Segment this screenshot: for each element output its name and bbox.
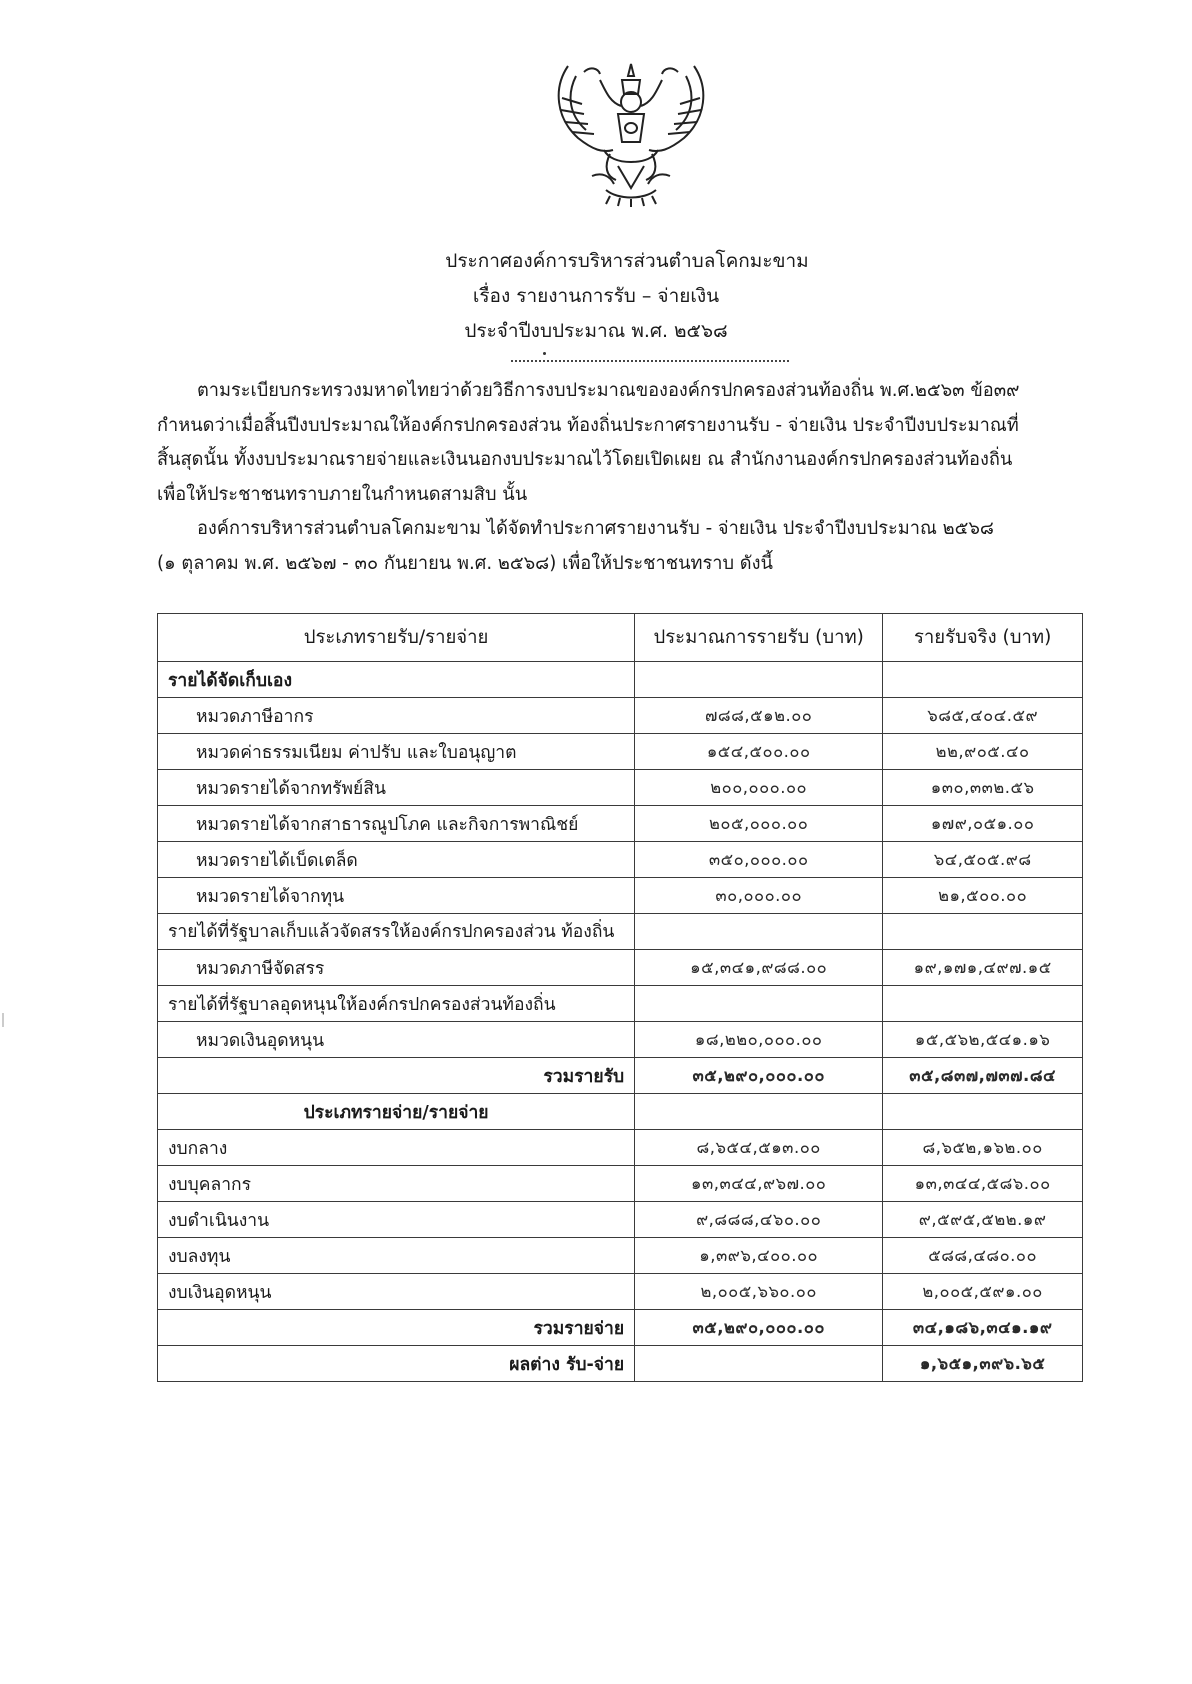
row-estimate: ๙,๘๘๘,๔๖๐.๐๐ bbox=[635, 1202, 883, 1238]
total-label: รวมรายรับ bbox=[158, 1058, 635, 1094]
garuda-emblem bbox=[548, 58, 714, 208]
total-estimate: ๓๕,๒๙๐,๐๐๐.๐๐ bbox=[635, 1310, 883, 1346]
row-actual: ๑๓,๓๔๔,๕๘๖.๐๐ bbox=[883, 1166, 1083, 1202]
row-actual: ๑๙,๑๗๑,๔๙๗.๑๕ bbox=[883, 950, 1083, 986]
row-label: งบดำเนินงาน bbox=[158, 1202, 635, 1238]
table-row bbox=[158, 1022, 1083, 1058]
total-estimate: ๓๕,๒๙๐,๐๐๐.๐๐ bbox=[635, 1058, 883, 1094]
table-header-row bbox=[158, 614, 1083, 662]
income-total-row bbox=[158, 1058, 1083, 1094]
title-subject: เรื่อง รายงานการรับ – จ่ายเงิน bbox=[472, 285, 720, 307]
row-label: หมวดรายได้เบ็ดเตล็ด bbox=[158, 842, 635, 878]
paragraph-announcement bbox=[157, 512, 1082, 581]
title-fiscal-year: ประจำปีงบประมาณ พ.ศ. ๒๕๖๘ bbox=[464, 320, 728, 342]
total-label: รวมรายจ่าย bbox=[158, 1310, 635, 1346]
row-actual: ๖๘๕,๔๐๔.๕๙ bbox=[883, 698, 1083, 734]
table-row bbox=[158, 1274, 1083, 1310]
row-label: งบลงทุน bbox=[158, 1238, 635, 1274]
row-label: งบบุคลากร bbox=[158, 1166, 635, 1202]
paragraph-line: องค์การบริหารส่วนตำบลโคกมะขาม ได้จัดทำประกาศรายงานรับ - จ่ายเงิน ประจำปีงบประมาณ ๒๕๖๘ bbox=[197, 518, 994, 539]
section-row-subsidy bbox=[158, 986, 1083, 1022]
row-label: หมวดภาษีจัดสรร bbox=[158, 950, 635, 986]
row-label: หมวดรายได้จากทุน bbox=[158, 878, 635, 914]
total-actual: ๓๔,๑๘๖,๓๔๑.๑๙ bbox=[883, 1310, 1083, 1346]
difference-actual: ๑,๖๕๑,๓๙๖.๖๕ bbox=[883, 1346, 1083, 1382]
section-row-shared-revenue bbox=[158, 914, 1083, 950]
row-actual: ๙,๕๙๕,๕๒๒.๑๙ bbox=[883, 1202, 1083, 1238]
difference-label: ผลต่าง รับ-จ่าย bbox=[158, 1346, 635, 1382]
row-label: หมวดค่าธรรมเนียม ค่าปรับ และใบอนุญาต bbox=[158, 734, 635, 770]
row-label: หมวดรายได้จากทรัพย์สิน bbox=[158, 770, 635, 806]
table-row bbox=[158, 734, 1083, 770]
row-estimate: ๘,๖๕๔,๕๑๓.๐๐ bbox=[635, 1130, 883, 1166]
dot-mark bbox=[543, 352, 546, 355]
paragraph-line: กำหนดว่าเมื่อสิ้นปีงบประมาณให้องค์กรปกครองส่วน ท้องถิ่นประกาศรายงานรับ - จ่ายเงิน ประจำปีงบประมาณที่ bbox=[157, 414, 1019, 436]
header-category: ประเภทรายรับ/รายจ่าย bbox=[158, 614, 635, 662]
row-estimate: ๒๐๕,๐๐๐.๐๐ bbox=[635, 806, 883, 842]
row-label: งบเงินอุดหนุน bbox=[158, 1274, 635, 1310]
header-actual: รายรับจริง (บาท) bbox=[883, 614, 1083, 662]
row-estimate: ๒๐๐,๐๐๐.๐๐ bbox=[635, 770, 883, 806]
row-estimate: ๓๕๐,๐๐๐.๐๐ bbox=[635, 842, 883, 878]
expense-header: ประเภทรายจ่าย/รายจ่าย bbox=[158, 1094, 635, 1130]
row-label: หมวดรายได้จากสาธารณูปโภค และกิจการพาณิชย์ bbox=[158, 806, 635, 842]
row-estimate: ๑๘,๒๒๐,๐๐๐.๐๐ bbox=[635, 1022, 883, 1058]
expense-header-row bbox=[158, 1094, 1083, 1130]
row-estimate: ๗๘๘,๕๑๒.๐๐ bbox=[635, 698, 883, 734]
income-expense-table bbox=[157, 613, 1083, 1382]
table-row bbox=[158, 1202, 1083, 1238]
table-row bbox=[158, 950, 1083, 986]
row-label: หมวดเงินอุดหนุน bbox=[158, 1022, 635, 1058]
row-actual: ๒,๐๐๕,๕๙๑.๐๐ bbox=[883, 1274, 1083, 1310]
table-row bbox=[158, 842, 1083, 878]
row-estimate: ๑,๓๙๖,๔๐๐.๐๐ bbox=[635, 1238, 883, 1274]
table-row bbox=[158, 1130, 1083, 1166]
table-row bbox=[158, 1238, 1083, 1274]
table-row bbox=[158, 698, 1083, 734]
paragraph-regulation bbox=[157, 374, 1082, 512]
section-label: รายได้ที่รัฐบาลเก็บแล้วจัดสรรให้องค์กรปกครองส่วน ท้องถิ่น bbox=[158, 914, 635, 950]
row-estimate: ๑๕๔,๕๐๐.๐๐ bbox=[635, 734, 883, 770]
announcement-title bbox=[0, 244, 1192, 349]
paragraph-line: สิ้นสุดนั้น ทั้งงบประมาณรายจ่ายและเงินนอกงบประมาณไว้โดยเปิดเผย ณ สำนักงานองค์กรปกครองส่วนท้องถิ่น bbox=[157, 449, 1013, 470]
row-actual: ๑๗๙,๐๕๑.๐๐ bbox=[883, 806, 1083, 842]
row-actual: ๒๒,๙๐๕.๔๐ bbox=[883, 734, 1083, 770]
section-label: รายได้จัดเก็บเอง bbox=[158, 662, 635, 698]
row-actual: ๒๑,๕๐๐.๐๐ bbox=[883, 878, 1083, 914]
title-org: ประกาศองค์การบริหารส่วนตำบลโคกมะขาม bbox=[445, 250, 809, 272]
row-actual: ๕๘๘,๔๘๐.๐๐ bbox=[883, 1238, 1083, 1274]
table-row bbox=[158, 770, 1083, 806]
row-estimate: ๒,๐๐๕,๖๖๐.๐๐ bbox=[635, 1274, 883, 1310]
row-label: งบกลาง bbox=[158, 1130, 635, 1166]
table-row bbox=[158, 1166, 1083, 1202]
row-actual: ๖๔,๕๐๕.๙๘ bbox=[883, 842, 1083, 878]
scan-artifact bbox=[2, 1013, 4, 1027]
expense-total-row bbox=[158, 1310, 1083, 1346]
row-label: หมวดภาษีอากร bbox=[158, 698, 635, 734]
section-row-own-revenue bbox=[158, 662, 1083, 698]
paragraph-line: เพื่อให้ประชาชนทราบภายในกำหนดสามสิบ นั้น bbox=[157, 483, 528, 505]
row-estimate: ๓๐,๐๐๐.๐๐ bbox=[635, 878, 883, 914]
row-estimate: ๑๓,๓๔๔,๙๖๗.๐๐ bbox=[635, 1166, 883, 1202]
dotted-separator bbox=[511, 360, 789, 362]
paragraph-line: (๑ ตุลาคม พ.ศ. ๒๕๖๗ - ๓๐ กันยายน พ.ศ. ๒๕๖๘) เพื่อให้ประชาชนทราบ ดังนี้ bbox=[157, 552, 773, 574]
row-estimate: ๑๕,๓๔๑,๙๘๘.๐๐ bbox=[635, 950, 883, 986]
section-label: รายได้ที่รัฐบาลอุดหนุนให้องค์กรปกครองส่วนท้องถิ่น bbox=[158, 986, 635, 1022]
total-actual: ๓๕,๘๓๗,๗๓๗.๘๔ bbox=[883, 1058, 1083, 1094]
header-estimate: ประมาณการรายรับ (บาท) bbox=[635, 614, 883, 662]
table-row bbox=[158, 878, 1083, 914]
table-row bbox=[158, 806, 1083, 842]
row-actual: ๑๓๐,๓๓๒.๕๖ bbox=[883, 770, 1083, 806]
difference-row bbox=[158, 1346, 1083, 1382]
row-actual: ๘,๖๕๒,๑๖๒.๐๐ bbox=[883, 1130, 1083, 1166]
row-actual: ๑๕,๕๖๒,๕๔๑.๑๖ bbox=[883, 1022, 1083, 1058]
paragraph-line: ตามระเบียบกระทรวงมหาดไทยว่าด้วยวิธีการงบประมาณขององค์กรปกครองส่วนท้องถิ่น พ.ศ.๒๕๖๓ ข้อ๓๙ bbox=[197, 380, 1020, 401]
